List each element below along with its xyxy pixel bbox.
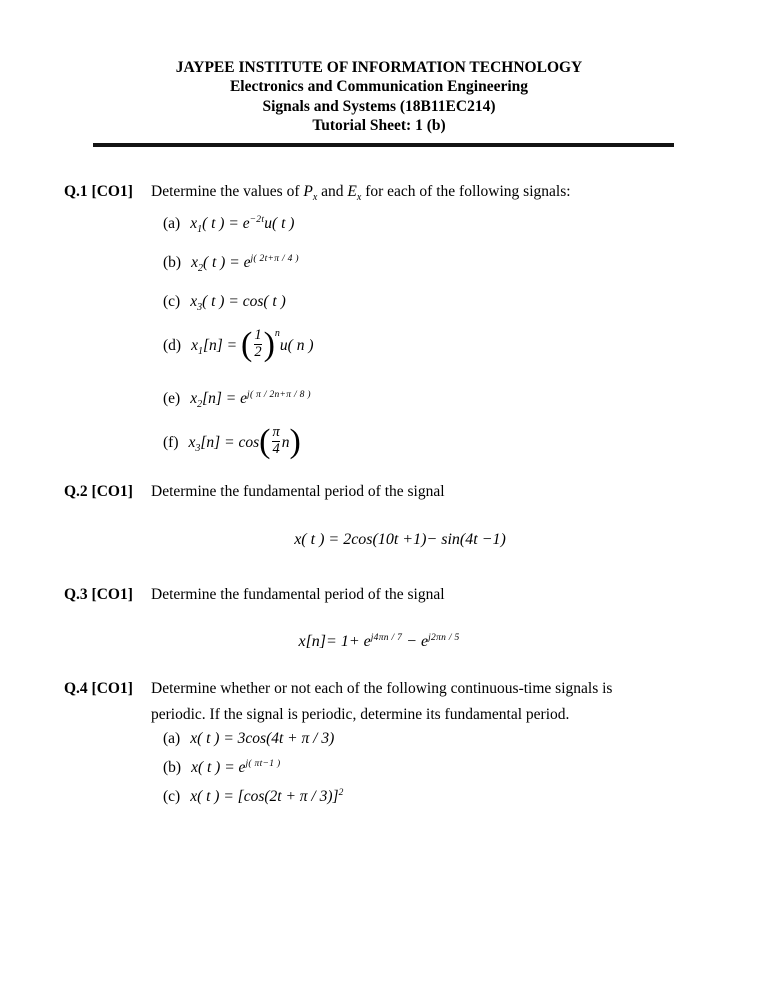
q3-formula: $x[n]= 1+ e^{j4\pi n / 7} - e^{j2\pi n / 5}$ — [298, 633, 460, 650]
q2-formula: x( t ) = 2cos(10t +1)− sin(4t −1) — [294, 531, 506, 548]
q1-prompt-pre: Determine the values of — [151, 183, 304, 200]
course-name: Signals and Systems (18B11EC214) — [262, 97, 496, 115]
q1-item-a — [163, 215, 294, 235]
fraction-pi-fourth: $\frac{\pi}{4}$ — [272, 424, 280, 457]
q1-item-c — [163, 293, 286, 313]
q3-label: Q.3 [CO1] — [64, 586, 133, 603]
q2-label: Q.2 [CO1] — [64, 483, 133, 500]
q1-symbol-p-sub: x — [312, 192, 318, 204]
q1-item-c-tag: (c) — [163, 293, 181, 310]
document-header — [0, 58, 758, 136]
q4-item-c — [163, 788, 344, 806]
q1-item-f-formula: $x_3[n] = \cos$( $\frac{\pi}{4}$ n) — [188, 423, 301, 461]
q1-item-b — [163, 254, 299, 274]
fraction-one-half: $\frac{1}{2}$ — [254, 327, 262, 360]
q4-item-a — [163, 730, 334, 748]
q4-item-b — [163, 759, 280, 777]
q4-prompt-line2: periodic. If the signal is periodic, determine its fundamental period. — [151, 706, 570, 723]
institute-name: JAYPEE INSTITUTE OF INFORMATION TECHNOLOGY — [175, 59, 583, 76]
q1-item-f — [163, 423, 301, 461]
q1-item-c-formula: $x_3$( t ) = cos( t ) — [190, 293, 286, 314]
big-paren-left: ( — [259, 423, 271, 461]
q1-item-b-tag: (b) — [163, 254, 182, 271]
q1-item-a-formula: $x_1$( t ) = $e^{-2t}u$( t ) — [190, 215, 295, 236]
q1-item-d — [163, 326, 314, 364]
department-name: Electronics and Communication Engineering — [229, 78, 529, 96]
q1-symbol-e: E — [347, 183, 357, 200]
q1-item-f-tag: (f) — [163, 433, 179, 451]
q1-prompt-post: for each of the following signals: — [361, 183, 571, 200]
q4-item-c-formula: x( t ) = $[\cos(2t + \pi / 3)]^2$ — [190, 788, 344, 805]
q4-item-c-tag: (c) — [163, 788, 181, 805]
q1-item-d-tag: (d) — [163, 336, 182, 354]
q1-item-b-formula: $x_2$( t ) = $e^{j( 2t+\pi / 4 )}$ — [191, 254, 299, 275]
q1-item-a-tag: (a) — [163, 215, 181, 232]
big-paren-right: ) — [263, 326, 275, 364]
q1-symbol-e-sub: x — [356, 192, 362, 204]
q4-item-b-formula: x( t ) = $e^{j( \pi t-1 )}$ — [191, 759, 281, 776]
q1-prompt-mid: and — [317, 183, 348, 200]
q4-item-a-formula: x( t ) = 3cos(4t + π / 3) — [190, 730, 335, 747]
header-rule — [93, 143, 674, 147]
q2-prompt: Determine the fundamental period of the signal — [151, 483, 445, 500]
q1-symbol-p: P — [303, 183, 313, 200]
q4-item-a-tag: (a) — [163, 730, 181, 747]
q1-label: Q.1 [CO1] — [64, 183, 133, 200]
q1-prompt — [151, 183, 571, 203]
q4-item-b-tag: (b) — [163, 759, 182, 776]
q4-label: Q.4 [CO1] — [64, 680, 133, 697]
sheet-title: Tutorial Sheet: 1 (b) — [312, 117, 446, 135]
q4-prompt-line1: Determine whether or not each of the following continuous-time signals is — [151, 680, 613, 697]
big-paren-right: ) — [289, 423, 301, 461]
q1-item-e — [163, 390, 311, 410]
q3-prompt: Determine the fundamental period of the signal — [151, 586, 445, 603]
q1-item-d-formula: $x_1[n]$ = ( $\frac{1}{2}$ )nu( n ) — [191, 326, 314, 364]
big-paren-left: ( — [241, 326, 253, 364]
q1-item-e-formula: $x_2[n] = e^{j( \pi / 2n+\pi / 8 )}$ — [190, 390, 311, 411]
q1-item-e-tag: (e) — [163, 390, 181, 407]
